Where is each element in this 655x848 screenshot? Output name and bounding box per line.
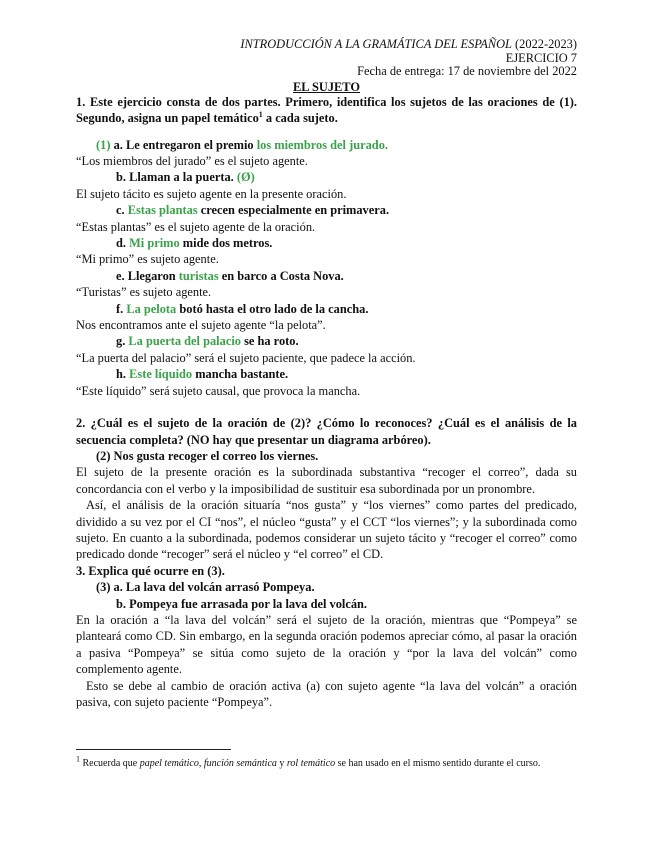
example-3b: b. Pompeya fue arrasada por la lava del volcán. — [116, 596, 368, 611]
example-1d — [76, 235, 577, 251]
question-1-text: 1. Este ejercicio consta de dos partes. Primero, identifica los sujetos de las oraciones de (1). Segundo, asigna un papel temático — [76, 94, 577, 126]
answer-1b: El sujeto tácito es sujeto agente en la presente oración. — [76, 186, 347, 201]
course-line — [76, 38, 577, 52]
footnote-text: y — [276, 758, 287, 769]
answer-1c: “Estas plantas” es el sujeto agente de la oración. — [76, 219, 316, 234]
footnote-term: papel temático — [139, 758, 199, 769]
highlighted-subject: los miembros del jurado. — [256, 137, 388, 152]
item-letter: g. — [116, 334, 126, 349]
item-letter: a. — [113, 137, 123, 152]
highlighted-subject: turistas — [178, 268, 219, 283]
question-3-prompt: 3. Explica qué ocurre en (3). — [76, 563, 225, 578]
answer-1h: “Este líquido” será sujeto causal, que provoca la mancha. — [76, 383, 361, 398]
footnote-text: , — [198, 758, 204, 769]
document-header — [76, 38, 577, 79]
example-1f — [76, 301, 577, 317]
highlighted-subject: La pelota — [126, 301, 177, 316]
example-number: (1) — [96, 137, 111, 152]
footnote-text: Recuerda que — [80, 758, 140, 769]
example-3a: (3) a. La lava del volcán arrasó Pompeya. — [96, 580, 315, 595]
example-1e — [76, 268, 577, 284]
sentence-part: Le entregaron el premio — [122, 137, 257, 152]
sentence-part: Llegaron — [124, 268, 179, 283]
item-letter: h. — [116, 367, 126, 382]
sentence-part: mide dos metros. — [179, 236, 273, 251]
example-1g — [76, 333, 577, 349]
sentence-part: Llaman a la puerta. — [126, 170, 237, 185]
example-1h — [76, 366, 577, 382]
example-1a — [76, 137, 577, 153]
footnote-ref: 1 — [258, 110, 263, 120]
course-title: INTRODUCCIÓN A LA GRAMÁTICA DEL ESPAÑOL — [240, 37, 512, 51]
item-letter: d. — [116, 236, 126, 251]
item-letter: b. — [116, 170, 126, 185]
item-letter: f. — [116, 301, 124, 316]
highlighted-subject: Este líquido — [129, 367, 193, 382]
example-1b — [76, 169, 577, 185]
highlighted-subject: (Ø) — [236, 170, 255, 185]
sentence-part: en barco a Costa Nova. — [218, 268, 344, 283]
question-2-prompt: 2. ¿Cuál es el sujeto de la oración de (2)? ¿Cómo lo reconoces? ¿Cuál es el análisis de la secuencia completa? (NO hay que presentar un diagrama arbóreo). — [76, 416, 577, 447]
answer-1e: “Turistas” es sujeto agente. — [76, 285, 212, 300]
footnote-term: rol temático — [286, 758, 336, 769]
course-years: (2022-2023) — [511, 37, 577, 51]
answer-2-paragraph-2: Así, el análisis de la oración situaría “nos gusta” y “los viernes” como partes del predicado, dividido a su vez por el CI “nos”, el núcleo “gusta” y el CCT “los viernes”; y la subordinada como sujeto. En cuanto a la subordinada, podemos considerar un sujeto tácito y “recoger el correo” como predicado donde “recoger” será el núcleo y “el correo” el CD. — [76, 498, 577, 562]
answer-2-paragraph-1: El sujeto de la presente oración es la subordinada substantiva “recoger el correo”, dada su concordancia con el verbo y la imposibilidad de sustituir esa subordinada por un pronombre. — [76, 465, 577, 496]
answer-1f: Nos encontramos ante el sujeto agente “la pelota”. — [76, 318, 326, 333]
sentence-part: crecen especialmente en primavera. — [197, 203, 390, 218]
footnote-term: función semántica — [203, 758, 277, 769]
sentence-part: se ha roto. — [240, 334, 299, 349]
document-title: EL SUJETO — [293, 79, 360, 94]
footnote-divider — [76, 749, 231, 750]
answer-1g: “La puerta del palacio” será el sujeto paciente, que padece la acción. — [76, 350, 416, 365]
answer-3-paragraph-1: En la oración a “la lava del volcán” será el sujeto de la oración, mientras que “Pompeya” se planteará como CD. Sin embargo, en la segunda oración podemos apreciar cómo, al pasar la oración a pasiva “Pompeya” se sitúa como sujeto de la oración y “por la lava del volcán” como complemento agente. — [76, 612, 577, 677]
example-1c — [76, 202, 577, 218]
due-date: Fecha de entrega: 17 de noviembre del 2022 — [357, 64, 577, 79]
question-1-text-end: a cada sujeto. — [262, 111, 338, 126]
exercise-number: EJERCICIO 7 — [505, 50, 577, 65]
footnote — [76, 754, 577, 770]
answer-1a: “Los miembros del jurado” es el sujeto agente. — [76, 154, 308, 168]
sentence-part: botó hasta el otro lado de la cancha. — [176, 301, 369, 316]
highlighted-subject: La puerta del palacio — [128, 334, 241, 349]
highlighted-subject: Estas plantas — [127, 203, 198, 218]
answer-3-paragraph-2: Esto se debe al cambio de oración activa (a) con sujeto agente “la lava del volcán” a oración pasiva, con sujeto paciente “Pompeya”. — [76, 678, 577, 709]
highlighted-subject: Mi primo — [129, 236, 180, 251]
sentence-part: mancha bastante. — [192, 367, 289, 382]
footnote-text: se han usado en el mismo sentido durante el curso. — [335, 758, 541, 769]
item-letter: c. — [116, 203, 125, 218]
answer-1d: “Mi primo” es sujeto agente. — [76, 252, 219, 267]
example-2: (2) Nos gusta recoger el correo los viernes. — [96, 448, 319, 463]
question-1-prompt — [76, 94, 577, 127]
item-letter: e. — [116, 268, 125, 283]
footnote-number: 1 — [76, 754, 80, 764]
